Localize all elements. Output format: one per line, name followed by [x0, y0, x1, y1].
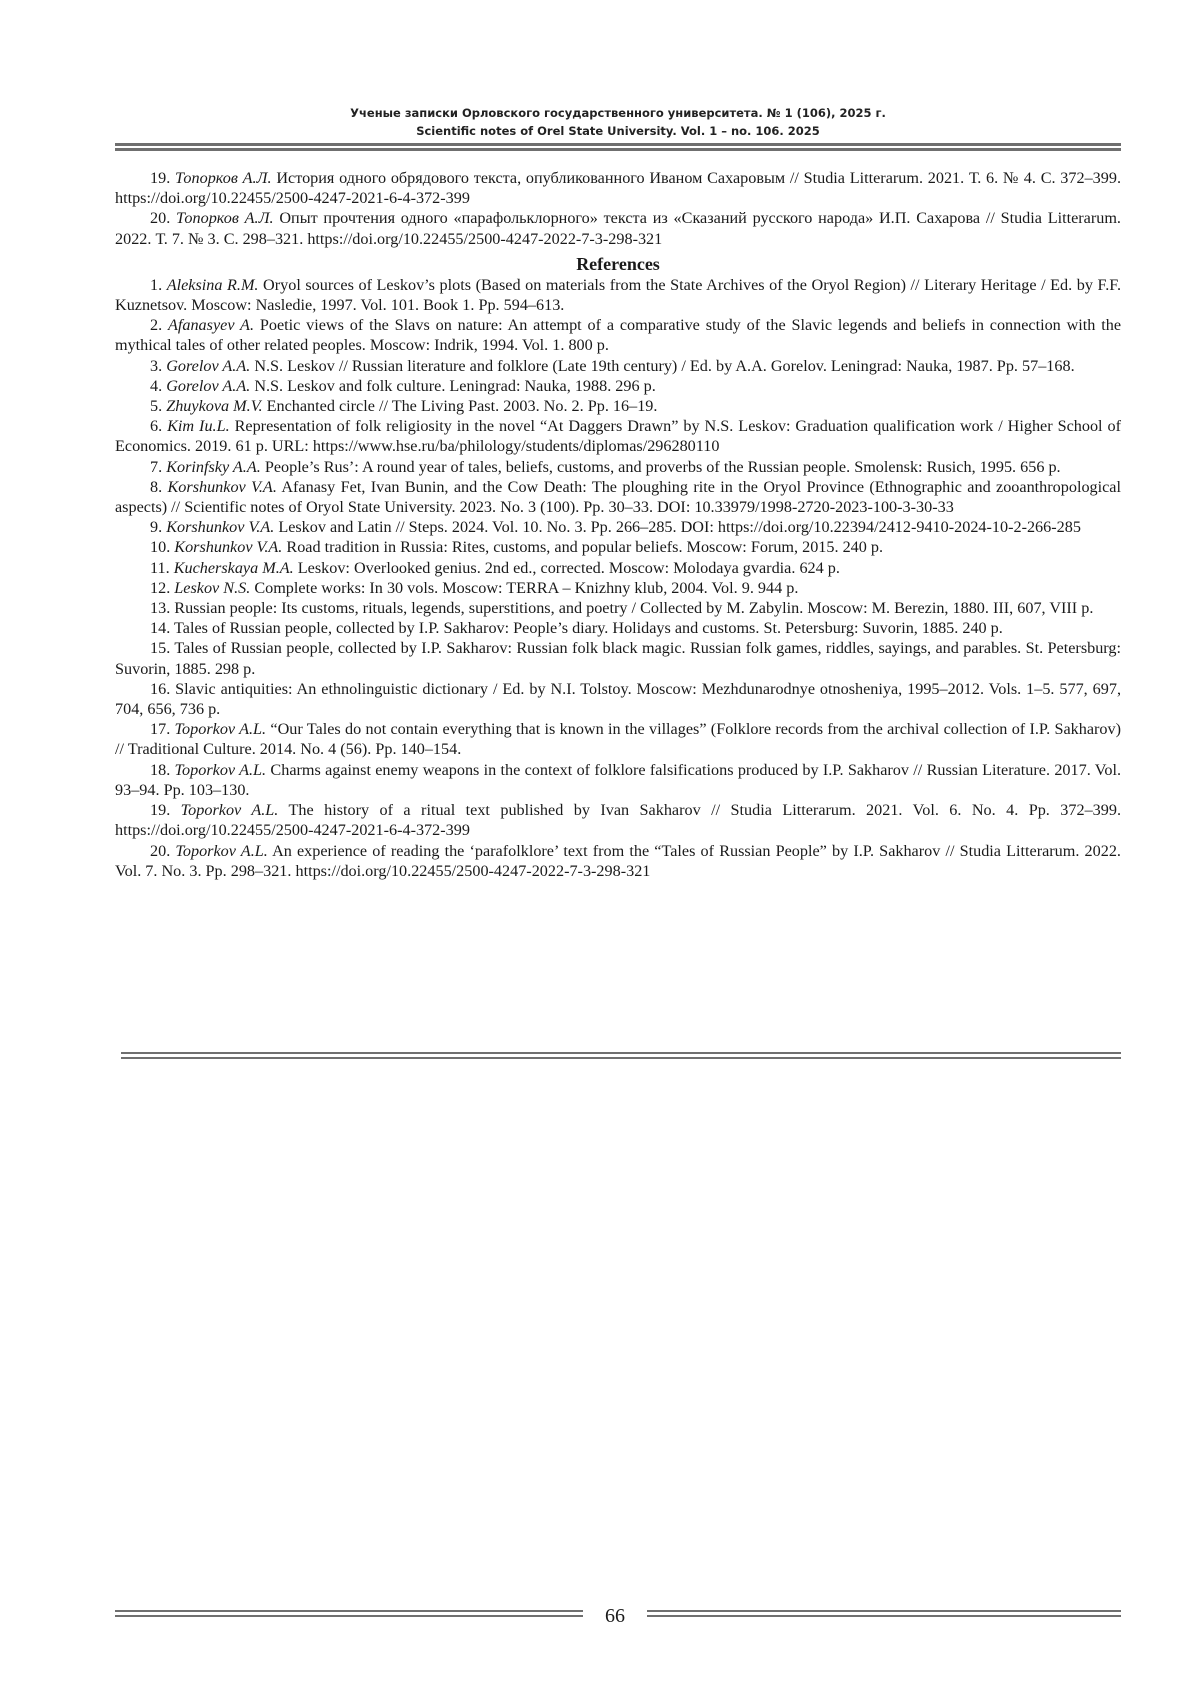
footer-rule-right-bottom	[647, 1615, 1121, 1617]
reference-author: Aleksina R.M.	[166, 275, 259, 294]
reference-item	[115, 841, 1121, 881]
reference-number: 18.	[150, 760, 171, 779]
reference-text: Representation of folk religiosity in the novel “At Daggers Drawn” by N.S. Leskov: Graduation qualification work / Higher School of Economics. 2019. 61 p. URL: https://www.hse.ru/ba/philology/students/diplomas/296280110	[115, 417, 1121, 456]
reference-number: 19.	[150, 169, 171, 187]
reference-author: Toporkov A.L.	[180, 801, 279, 820]
reference-author: Toporkov A.L.	[174, 720, 267, 739]
reference-number: 14.	[150, 619, 171, 638]
reference-number: 19.	[150, 801, 171, 820]
reference-number: 4.	[150, 376, 163, 395]
reference-text: An experience of reading the ‘parafolklore’ text from the “Tales of Russian People” by I.P. Sakharov // Studia Litterarum. 2022. Vol. 7. No. 3. Pp. 298–321. https://doi.org/10.22455/2500-4247-2022-7-3-298-321	[115, 841, 1121, 880]
reference-author: Kim Iu.L.	[167, 417, 230, 436]
reference-author: Топорков А.Л.	[175, 169, 272, 187]
reference-item	[115, 578, 1121, 598]
reference-item	[115, 760, 1121, 800]
russian-reference-list	[115, 168, 1121, 249]
reference-item	[115, 800, 1121, 840]
reference-item	[115, 376, 1121, 396]
reference-author: Toporkov A.L.	[174, 760, 267, 779]
reference-number: 17.	[150, 720, 171, 739]
reference-author: Korinfsky A.A.	[166, 457, 261, 476]
reference-text: Russian people: Its customs, rituals, legends, superstitions, and poetry / Collected by M. Zabylin. Moscow: M. Berezin, 1880. III, 607, VIII p.	[174, 599, 1094, 618]
reference-number: 6.	[150, 417, 163, 436]
header-russian: Ученые записки Орловского государственного университета. № 1 (106), 2025 г.	[350, 106, 886, 120]
reference-number: 1.	[150, 275, 163, 294]
end-rule-top	[121, 1052, 1121, 1054]
reference-number: 8.	[150, 477, 163, 496]
reference-text: Leskov and Latin // Steps. 2024. Vol. 10. No. 3. Pp. 266–285. DOI: https://doi.org/10.22394/2412-9410-2024-10-2-266-285	[278, 518, 1081, 537]
reference-item	[115, 537, 1121, 557]
reference-author: Toporkov A.L.	[175, 841, 268, 860]
reference-text: N.S. Leskov and folk culture. Leningrad: Nauka, 1988. 296 p.	[254, 376, 656, 395]
footer-rule-right-top	[647, 1610, 1121, 1612]
reference-item	[115, 396, 1121, 416]
reference-number: 2.	[150, 316, 163, 335]
page-body	[115, 168, 1121, 881]
end-rule-bottom	[121, 1057, 1121, 1059]
running-header	[115, 104, 1121, 140]
reference-number: 16.	[150, 679, 171, 698]
reference-author: Korshunkov V.A.	[167, 477, 277, 496]
reference-text: “Our Tales do not contain everything that is known in the villages” (Folklore records from the archival collection of I.P. Sakharov) // Traditional Culture. 2014. No. 4 (56). Pp. 140–154.	[115, 720, 1122, 759]
reference-item	[115, 558, 1121, 578]
reference-author: Zhuykova M.V.	[166, 397, 263, 416]
reference-author: Gorelov A.A.	[166, 356, 251, 375]
page-number: 66	[605, 1605, 625, 1627]
english-reference-list	[115, 275, 1121, 881]
reference-item	[115, 477, 1121, 517]
reference-number: 9.	[150, 518, 163, 537]
reference-item	[115, 517, 1121, 537]
reference-item	[115, 208, 1121, 248]
header-rule-bottom	[115, 148, 1121, 151]
reference-number: 7.	[150, 457, 163, 476]
reference-item	[115, 618, 1121, 638]
reference-author: Korshunkov V.A.	[166, 518, 275, 537]
reference-number: 20.	[150, 841, 171, 860]
reference-text: Charms against enemy weapons in the context of folklore falsifications produced by I.P. Sakharov // Russian Literature. 2017. Vol. 93–94. Pp. 103–130.	[115, 760, 1122, 799]
reference-text: Slavic antiquities: An ethnolinguistic dictionary / Ed. by N.I. Tolstoy. Moscow: Mezhdunarodnye otnosheniya, 1995–2012. Vols. 1–5. 577, 697, 704, 656, 736 p.	[115, 679, 1121, 719]
reference-author: Топорков А.Л.	[176, 209, 274, 228]
reference-item	[115, 168, 1121, 208]
reference-number: 3.	[150, 356, 163, 375]
header-rule-top	[115, 143, 1121, 146]
reference-item	[115, 679, 1121, 719]
reference-text: Tales of Russian people, collected by I.P. Sakharov: People’s diary. Holidays and customs. St. Petersburg: Suvorin, 1885. 240 p.	[174, 619, 1003, 638]
reference-text: Complete works: In 30 vols. Moscow: TERRA – Knizhny klub, 2004. Vol. 9. 944 p.	[254, 578, 799, 597]
reference-number: 11.	[150, 558, 170, 577]
reference-item	[115, 315, 1121, 355]
header-english: Scientific notes of Orel State University. Vol. 1 – no. 106. 2025	[416, 124, 820, 138]
reference-text: Oryol sources of Leskov’s plots (Based on materials from the State Archives of the Oryol Region) // Literary Heritage / Ed. by F.F. Kuznetsov. Moscow: Nasledie, 1997. Vol. 101. Book 1. Pp. 594–613.	[115, 275, 1121, 315]
reference-text: Afanasy Fet, Ivan Bunin, and the Cow Death: The ploughing rite in the Oryol Province (Ethnographic and zooanthropological aspects) // Scientific notes of Oryol State University. 2023. No. 3 (100). Pp. 30–33. DOI: 10.33979/1998-2720-2023-100-3-30-33	[115, 477, 1121, 517]
reference-number: 12.	[150, 578, 171, 597]
reference-author: Gorelov A.A.	[166, 376, 251, 395]
reference-text: Road tradition in Russia: Rites, customs, and popular beliefs. Moscow: Forum, 2015. 240 p.	[286, 538, 884, 557]
reference-item	[115, 416, 1121, 456]
reference-author: Afanasyev A.	[167, 316, 254, 335]
footer-rule-left-bottom	[115, 1615, 583, 1617]
reference-text: Tales of Russian people, collected by I.P. Sakharov: Russian folk black magic. Russian folk games, riddles, sayings, and parables. St. Petersburg: Suvorin, 1885. 298 p.	[115, 639, 1121, 678]
reference-item	[115, 598, 1121, 618]
reference-item	[115, 275, 1121, 315]
reference-author: Korshunkov V.A.	[174, 538, 283, 557]
reference-text: N.S. Leskov // Russian literature and folklore (Late 19th century) / Ed. by A.A. Gorelov. Leningrad: Nauka, 1987. Pp. 57–168.	[254, 356, 1075, 375]
reference-text: The history of a ritual text published by Ivan Sakharov // Studia Litterarum. 2021. Vol. 6. No. 4. Pp. 372–399. https://doi.org/10.22455/2500-4247-2021-6-4-372-399	[115, 801, 1121, 840]
reference-item	[115, 356, 1121, 376]
references-heading: References	[576, 253, 660, 274]
reference-number: 13.	[150, 599, 171, 618]
reference-text: Poetic views of the Slavs on nature: An attempt of a comparative study of the Slavic legends and beliefs in connection with the mythical tales of other related peoples. Moscow: Indrik, 1994. Vol. 1. 800 p.	[115, 316, 1122, 355]
reference-number: 15.	[150, 639, 171, 658]
reference-author: Kucherskaya M.A.	[173, 558, 294, 577]
reference-text: История одного обрядового текста, опубликованного Иваном Сахаровым // Studia Litterarum. 2021. Т. 6. № 4. С. 372–399. https://doi.org/10.22455/2500-4247-2021-6-4-372-399	[115, 169, 1122, 208]
reference-item	[115, 457, 1121, 477]
reference-text: Опыт прочтения одного «парафольклорного» текста из «Сказаний русского народа» И.П. Сахарова // Studia Litterarum. 2022. Т. 7. № 3. С. 298–321. https://doi.org/10.22455/2500-4247-2022-7-3-298-321	[115, 209, 1121, 248]
footer-rule-left-top	[115, 1610, 583, 1612]
reference-author: Leskov N.S.	[174, 578, 251, 597]
reference-item	[115, 719, 1121, 759]
reference-text: People’s Rus’: A round year of tales, beliefs, customs, and proverbs of the Russian people. Smolensk: Rusich, 1995. 656 p.	[264, 457, 1061, 476]
reference-item	[115, 638, 1121, 678]
reference-number: 20.	[150, 209, 171, 228]
reference-number: 10.	[150, 538, 171, 557]
reference-text: Enchanted circle // The Living Past. 2003. No. 2. Pp. 16–19.	[266, 397, 658, 416]
reference-text: Leskov: Overlooked genius. 2nd ed., corrected. Moscow: Molodaya gvardia. 624 p.	[297, 558, 840, 577]
reference-number: 5.	[150, 397, 163, 416]
